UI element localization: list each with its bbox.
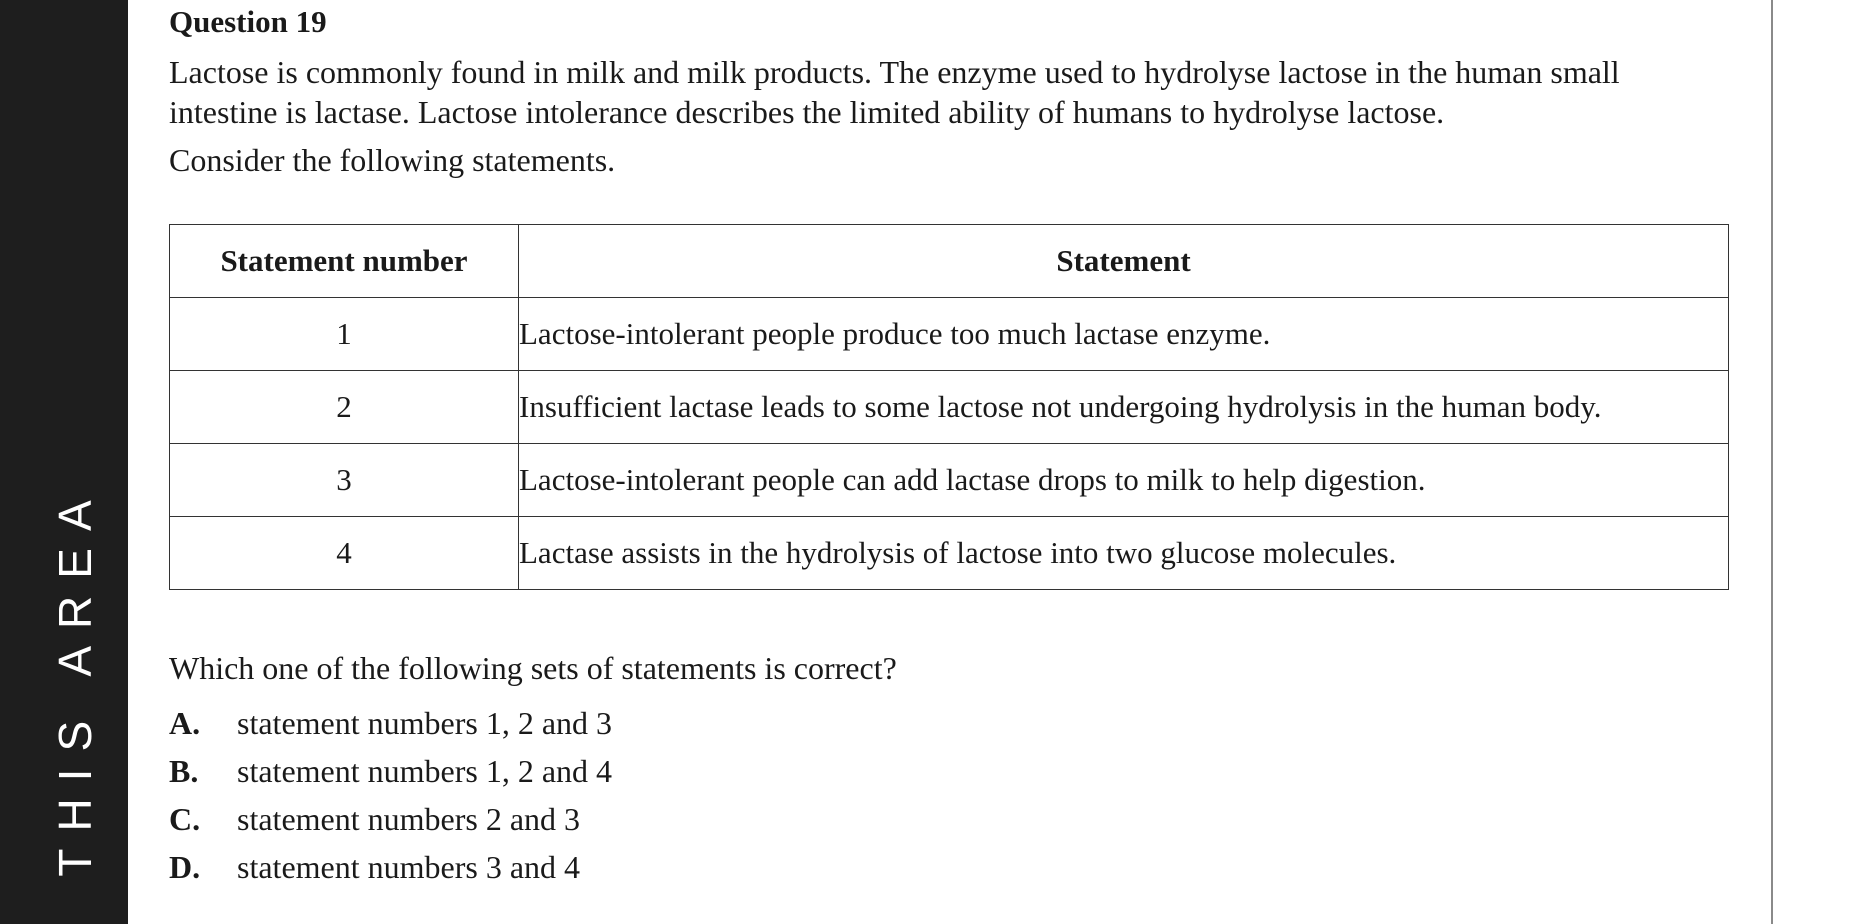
table-header-row bbox=[170, 225, 1729, 298]
side-margin-label: THIS AREA bbox=[49, 483, 101, 877]
table-row bbox=[170, 517, 1729, 590]
statement-number-cell: 3 bbox=[170, 444, 519, 517]
answer-option-d[interactable] bbox=[169, 844, 612, 892]
table-row bbox=[170, 298, 1729, 371]
answer-option-c[interactable] bbox=[169, 796, 612, 844]
statement-number-cell: 2 bbox=[170, 371, 519, 444]
side-margin-bar bbox=[0, 0, 128, 924]
option-text: statement numbers 2 and 3 bbox=[237, 801, 581, 837]
question-title: Question 19 bbox=[169, 4, 327, 39]
statement-text-cell: Lactase assists in the hydrolysis of lactose into two glucose molecules. bbox=[519, 517, 1729, 590]
question-instruction: Consider the following statements. bbox=[169, 142, 616, 178]
header-statement: Statement bbox=[519, 225, 1729, 298]
answer-option-a[interactable] bbox=[169, 700, 612, 748]
question-intro-paragraph: Lactose is commonly found in milk and milk products. The enzyme used to hydrolyse lactose in the human small intestine is lactase. Lactose intolerance describes the limited ability of humans to hydrolyse lactose. bbox=[169, 54, 1620, 130]
right-margin-rule bbox=[1771, 0, 1773, 924]
option-letter: C. bbox=[169, 801, 201, 837]
statements-table bbox=[169, 224, 1729, 590]
option-letter: D. bbox=[169, 849, 201, 885]
option-text: statement numbers 3 and 4 bbox=[237, 849, 581, 885]
option-text: statement numbers 1, 2 and 3 bbox=[237, 705, 613, 741]
question-prompt: Which one of the following sets of statements is correct? bbox=[169, 650, 897, 686]
answer-option-b[interactable] bbox=[169, 748, 612, 796]
header-statement-number: Statement number bbox=[170, 225, 519, 298]
table-row bbox=[170, 444, 1729, 517]
option-text: statement numbers 1, 2 and 4 bbox=[237, 753, 613, 789]
option-letter: A. bbox=[169, 705, 201, 741]
statement-number-cell: 1 bbox=[170, 298, 519, 371]
answer-options bbox=[169, 700, 612, 892]
table-row bbox=[170, 371, 1729, 444]
statement-text-cell: Lactose-intolerant people produce too much lactase enzyme. bbox=[519, 298, 1729, 371]
statement-text-cell: Insufficient lactase leads to some lactose not undergoing hydrolysis in the human body. bbox=[519, 371, 1729, 444]
statement-text-cell: Lactose-intolerant people can add lactase drops to milk to help digestion. bbox=[519, 444, 1729, 517]
statement-number-cell: 4 bbox=[170, 517, 519, 590]
option-letter: B. bbox=[169, 753, 199, 789]
